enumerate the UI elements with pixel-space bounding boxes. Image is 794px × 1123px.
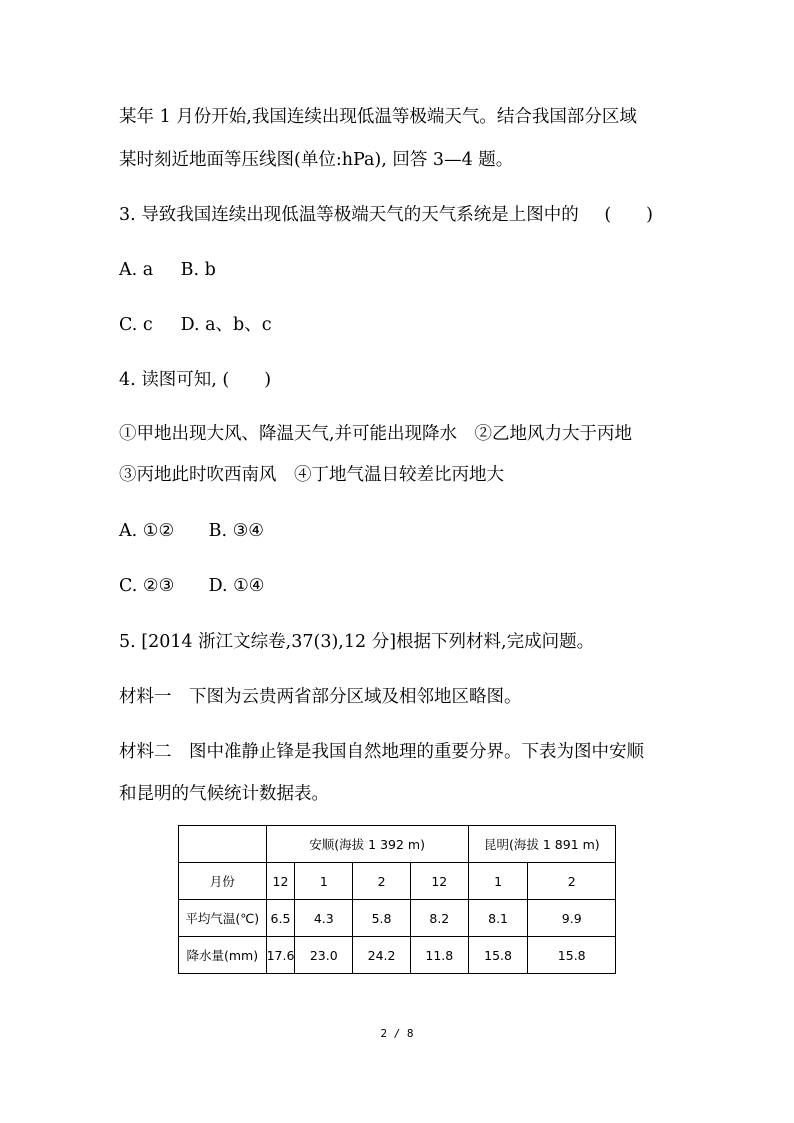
q3-options-row-2 <box>119 313 272 337</box>
q5-material-2-line-1: 材料二 图中准静止锋是我国自然地理的重要分界。下表为图中安顺 <box>119 742 644 762</box>
q3-option-d: D. a、b、c <box>180 315 272 335</box>
temp-cell: 4.3 <box>295 900 353 937</box>
q4-statement-2: ③丙地此时吹西南风 ④丁地气温日较差比丙地大 <box>119 465 504 485</box>
q4-options-row-1 <box>119 519 264 543</box>
precip-cell: 17.6 <box>266 937 295 974</box>
q4-options-row-2 <box>119 574 265 598</box>
q5-material-2-line-2: 和昆明的气候统计数据表。 <box>119 784 329 804</box>
precip-row-label: 降水量(mm) <box>179 937 267 974</box>
temp-cell: 5.8 <box>353 900 411 937</box>
month-cell: 12 <box>410 863 468 900</box>
temp-cell: 6.5 <box>266 900 295 937</box>
climate-table <box>178 825 616 974</box>
q5-material-1: 材料一 下图为云贵两省部分区域及相邻地区略图。 <box>119 687 522 707</box>
q3-option-b: B. b <box>180 260 216 280</box>
q4-option-d: D. ①④ <box>208 576 265 596</box>
q4-stem <box>119 368 271 392</box>
q3-option-a: A. a <box>119 260 154 280</box>
month-cell: 2 <box>353 863 411 900</box>
anshun-header: 安顺(海拔 1 392 m) <box>266 826 468 863</box>
precip-cell: 15.8 <box>468 937 528 974</box>
table-row-month <box>179 863 616 900</box>
table-corner-cell <box>179 826 267 863</box>
precip-cell: 23.0 <box>295 937 353 974</box>
q3-answer-paren: ( ) <box>604 205 653 225</box>
q4-option-a: A. ①② <box>119 521 175 541</box>
month-cell: 1 <box>468 863 528 900</box>
temp-cell: 8.2 <box>410 900 468 937</box>
month-cell: 1 <box>295 863 353 900</box>
q5-stem: 5. [2014 浙江文综卷,37(3),12 分]根据下列材料,完成问题。 <box>119 632 595 652</box>
table-row-temperature <box>179 900 616 937</box>
q3-stem-text: 3. 导致我国连续出现低温等极端天气的天气系统是上图中的 <box>119 205 579 225</box>
intro-line-2: 某时刻近地面等压线图(单位:hPa), 回答 3—4 题。 <box>119 150 514 170</box>
temp-row-label: 平均气温(℃) <box>179 900 267 937</box>
intro-line-1: 某年 1 月份开始,我国连续出现低温等极端天气。结合我国部分区域 <box>119 107 637 127</box>
q4-statement-1: ①甲地出现大风、降温天气,并可能出现降水 ②乙地风力大于丙地 <box>119 424 633 444</box>
temp-cell: 9.9 <box>528 900 616 937</box>
precip-cell: 15.8 <box>528 937 616 974</box>
month-row-label: 月份 <box>179 863 267 900</box>
month-cell: 2 <box>528 863 616 900</box>
table-row-precipitation <box>179 937 616 974</box>
q4-option-c: C. ②③ <box>119 576 175 596</box>
q3-options-row-1 <box>119 258 216 282</box>
q4-stem-text: 4. 读图可知, <box>119 370 223 390</box>
q3-stem <box>119 203 653 227</box>
page-number: 2 / 8 <box>380 1027 414 1040</box>
q4-option-b: B. ③④ <box>208 521 264 541</box>
month-cell: 12 <box>266 863 295 900</box>
q4-answer-paren: ( ) <box>222 370 272 390</box>
precip-cell: 11.8 <box>410 937 468 974</box>
precip-cell: 24.2 <box>353 937 411 974</box>
kunming-header: 昆明(海拔 1 891 m) <box>468 826 615 863</box>
table-header-row <box>179 826 616 863</box>
temp-cell: 8.1 <box>468 900 528 937</box>
q3-option-c: C. c <box>119 315 153 335</box>
